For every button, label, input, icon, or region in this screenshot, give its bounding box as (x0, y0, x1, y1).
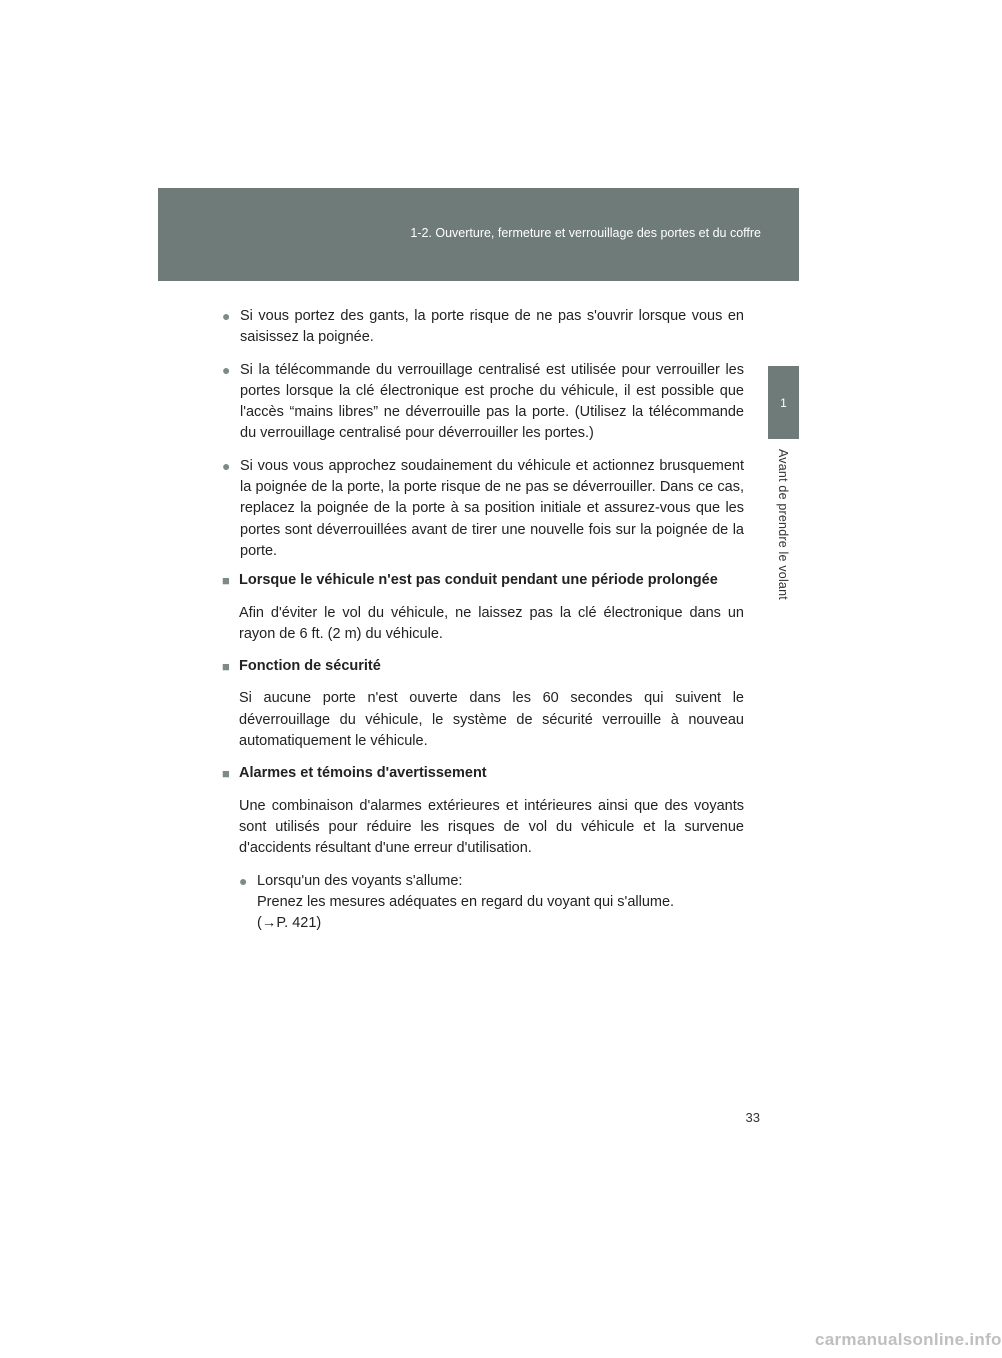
list-item (222, 456, 744, 562)
reference-page: P. 421) (276, 915, 322, 932)
list-item-text: Si vous vous approchez soudainement du véhicule et actionnez brusquement la poignée de la porte, la porte risque de ne pas se déverrouiller. Dans ce cas, replacez la poignée de la porte à sa position initiale et assurez-vous que les portes sont déverrouillées avant de tirer une nouvelle fois sur la poignée de la porte. (240, 457, 744, 559)
square-bullet-icon: ■ (222, 766, 230, 782)
section-heading (222, 656, 744, 677)
page-reference (257, 913, 744, 934)
page-number: 33 (745, 1110, 760, 1125)
chapter-tab-label: Avant de prendre le volant (776, 449, 790, 600)
arrow-right-icon: → (261, 915, 277, 932)
list-item-text: Si vous portez des gants, la porte risque de ne pas s'ouvrir lorsque vous en saisissez la poignée. (240, 308, 744, 346)
watermark: carmanualsonline.info (815, 1330, 1002, 1349)
list-item (222, 306, 744, 349)
list-item (239, 871, 744, 935)
main-content (222, 306, 744, 945)
section-heading (222, 570, 744, 591)
section-body: Une combinaison d'alarmes extérieures et intérieures ainsi que des voyants sont utilisés pour réduire les risques de vol du véhicule et la survenue d'accidents résultant d'une erreur d'utilisation. (239, 797, 744, 857)
circle-bullet-icon: ● (222, 457, 231, 474)
section-title: 1-2. Ouverture, fermeture et verrouillage des portes et du coffre (410, 226, 761, 240)
section-heading-text: Alarmes et témoins d'avertissement (239, 765, 487, 782)
section-heading (222, 763, 744, 784)
section-body: Afin d'éviter le vol du véhicule, ne laissez pas la clé électronique dans un rayon de 6 ft. (2 m) du véhicule. (239, 604, 744, 642)
reference-open: ( (257, 915, 262, 932)
square-bullet-icon: ■ (222, 659, 230, 675)
circle-bullet-icon: ● (239, 872, 248, 889)
list-item-text: Prenez les mesures adéquates en regard du voyant qui s'allume. (257, 893, 675, 910)
list-item-text: Si la télécommande du verrouillage centralisé est utilisée pour verrouiller les portes lorsque la clé électronique est proche du véhicule, il est possible que l'accès “mains libres” ne déverrouille pas la porte. (Utilisez la télécommande du verrouillage centralisé pour déverrouiller les portes.) (240, 361, 744, 442)
section-header-band (158, 188, 799, 281)
circle-bullet-icon: ● (222, 308, 231, 324)
square-bullet-icon: ■ (222, 573, 230, 589)
chapter-tab-number: 1 (768, 366, 799, 439)
list-item (222, 360, 744, 445)
section-heading-text: Lorsque le véhicule n'est pas conduit pendant une période prolongée (239, 572, 718, 589)
circle-bullet-icon: ● (222, 361, 231, 378)
section-body: Si aucune porte n'est ouverte dans les 60 secondes qui suivent le déverrouillage du véhicule, le système de sécurité verrouille à nouveau automatiquement le véhicule. (239, 690, 744, 750)
section-heading-text: Fonction de sécurité (239, 658, 381, 675)
list-item-text: Lorsqu'un des voyants s'allume: (257, 872, 463, 889)
